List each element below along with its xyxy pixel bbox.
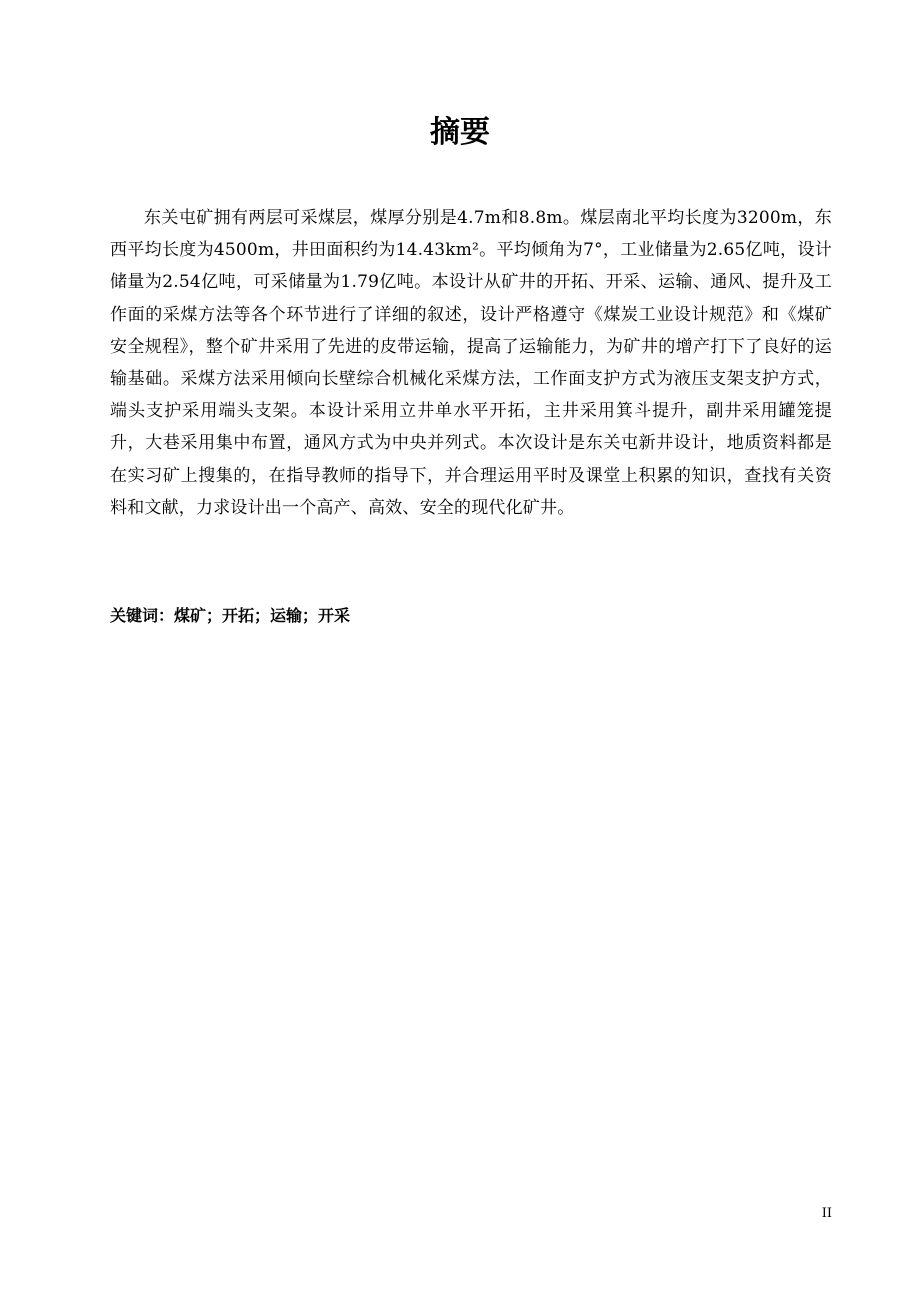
keywords-line: 关键词：煤矿；开拓；运输；开采 xyxy=(110,606,351,625)
page-title: 摘要 xyxy=(430,115,490,150)
abstract-paragraph: 东关屯矿拥有两层可采煤层，煤厚分别是4.7m和8.8m。煤层南北平均长度为3200m，东西平均长度为4500m，井田面积约为14.43km²。平均倾角为7°，工业储量为2.65亿吨，设计储量为2.54亿吨，可采储量为1.79亿吨。本设计从矿井的开拓、开采、运输、通风、提升及工作面的采煤方法等各个环节进行了详细的叙述，设计严格遵守《煤炭工业设计规范》和《煤矿安全规程》，整个矿井采用了先进的皮带运输，提高了运输能力，为矿井的增产打下了良好的运输基础。采煤方法采用倾向长壁综合机械化采煤方法，工作面支护方式为液压支架支护方式，端头支护采用端头支架。本设计采用立井单水平开拓，主井采用箕斗提升，副井采用罐笼提升，大巷采用集中布置，通风方式为中央并列式。本次设计是东关屯新井设计，地质资料都是在实习矿上搜集的，在指导教师的指导下，并合理运用平时及课堂上积累的知识，查找有关资料和文献，力求设计出一个高产、高效、安全的现代化矿井。 xyxy=(110,208,832,518)
page-number: II xyxy=(821,1206,832,1221)
